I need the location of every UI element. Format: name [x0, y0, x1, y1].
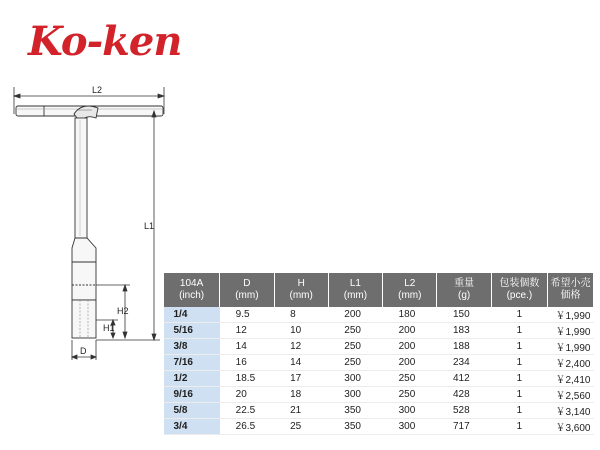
cell-l1: 250	[328, 355, 382, 371]
cell-weight: 150	[437, 307, 491, 323]
cell-l2: 250	[383, 387, 437, 403]
l2-label: L2	[92, 85, 103, 95]
cell-size: 1/4	[164, 307, 220, 323]
cell-price: ￥3,600	[547, 419, 593, 435]
cell-h: 10	[274, 323, 328, 339]
cell-h: 25	[274, 419, 328, 435]
cell-l2: 200	[383, 355, 437, 371]
cell-size: 9/16	[164, 387, 220, 403]
cell-pack-qty: 1	[491, 387, 547, 403]
cell-d: 14	[220, 339, 274, 355]
cell-pack-qty: 1	[491, 403, 547, 419]
table-header-row	[164, 273, 594, 307]
cell-h: 14	[274, 355, 328, 371]
h2-label: H2	[117, 306, 129, 316]
l1-label: L1	[144, 221, 155, 231]
table-row	[164, 355, 594, 371]
cell-l1: 200	[328, 307, 382, 323]
cell-l1: 300	[328, 371, 382, 387]
cell-d: 9.5	[220, 307, 274, 323]
header-weight: 重量 (g)	[437, 273, 491, 307]
cell-size: 1/2	[164, 371, 220, 387]
header-size: 104A (inch)	[164, 273, 220, 307]
cell-size: 7/16	[164, 355, 220, 371]
cell-weight: 188	[437, 339, 491, 355]
cell-pack-qty: 1	[491, 307, 547, 323]
header-l1: L1 (mm)	[328, 273, 382, 307]
cell-l2: 200	[383, 323, 437, 339]
cell-weight: 412	[437, 371, 491, 387]
cell-pack-qty: 1	[491, 323, 547, 339]
h1-label: H1	[103, 323, 115, 333]
shaft	[75, 118, 87, 238]
cell-pack-qty: 1	[491, 371, 547, 387]
cell-l2: 200	[383, 339, 437, 355]
cell-size: 3/4	[164, 419, 220, 435]
cell-weight: 528	[437, 403, 491, 419]
cell-h: 8	[274, 307, 328, 323]
cell-price: ￥2,410	[547, 371, 593, 387]
cell-size: 3/8	[164, 339, 220, 355]
table-row	[164, 403, 594, 419]
header-h: H (mm)	[274, 273, 328, 307]
cell-h: 21	[274, 403, 328, 419]
cell-h: 17	[274, 371, 328, 387]
header-d: D (mm)	[220, 273, 274, 307]
cell-price: ￥1,990	[547, 307, 593, 323]
cell-l2: 300	[383, 403, 437, 419]
table-row	[164, 307, 594, 323]
cell-size: 5/8	[164, 403, 220, 419]
cell-l1: 350	[328, 403, 382, 419]
cell-l2: 250	[383, 371, 437, 387]
cell-l1: 350	[328, 419, 382, 435]
table-row	[164, 387, 594, 403]
cell-l2: 300	[383, 419, 437, 435]
cell-pack-qty: 1	[491, 419, 547, 435]
cell-price: ￥1,990	[547, 323, 593, 339]
header-pack-qty: 包装個数 (pce.)	[491, 273, 547, 307]
header-l2: L2 (mm)	[383, 273, 437, 307]
cell-l1: 250	[328, 339, 382, 355]
brand-logo: Ko-ken	[28, 18, 182, 65]
cell-weight: 234	[437, 355, 491, 371]
cell-pack-qty: 1	[491, 355, 547, 371]
cell-pack-qty: 1	[491, 339, 547, 355]
cell-weight: 428	[437, 387, 491, 403]
cell-weight: 717	[437, 419, 491, 435]
cell-weight: 183	[437, 323, 491, 339]
d-label: D	[80, 346, 87, 356]
cell-l2: 180	[383, 307, 437, 323]
spec-table	[163, 273, 594, 435]
table-row	[164, 323, 594, 339]
cell-size: 5/16	[164, 323, 220, 339]
cell-price: ￥3,140	[547, 403, 593, 419]
table-row	[164, 339, 594, 355]
table-row	[164, 371, 594, 387]
cell-l1: 300	[328, 387, 382, 403]
t-handle	[16, 106, 163, 122]
cell-price: ￥1,990	[547, 339, 593, 355]
table-row	[164, 419, 594, 435]
cell-d: 22.5	[220, 403, 274, 419]
cell-d: 12	[220, 323, 274, 339]
cell-h: 18	[274, 387, 328, 403]
cell-d: 18.5	[220, 371, 274, 387]
header-price: 希望小売 価格	[547, 273, 593, 307]
socket-end	[72, 238, 96, 338]
cell-price: ￥2,400	[547, 355, 593, 371]
cell-d: 26.5	[220, 419, 274, 435]
cell-price: ￥2,560	[547, 387, 593, 403]
cell-l1: 250	[328, 323, 382, 339]
cell-h: 12	[274, 339, 328, 355]
cell-d: 20	[220, 387, 274, 403]
cell-d: 16	[220, 355, 274, 371]
